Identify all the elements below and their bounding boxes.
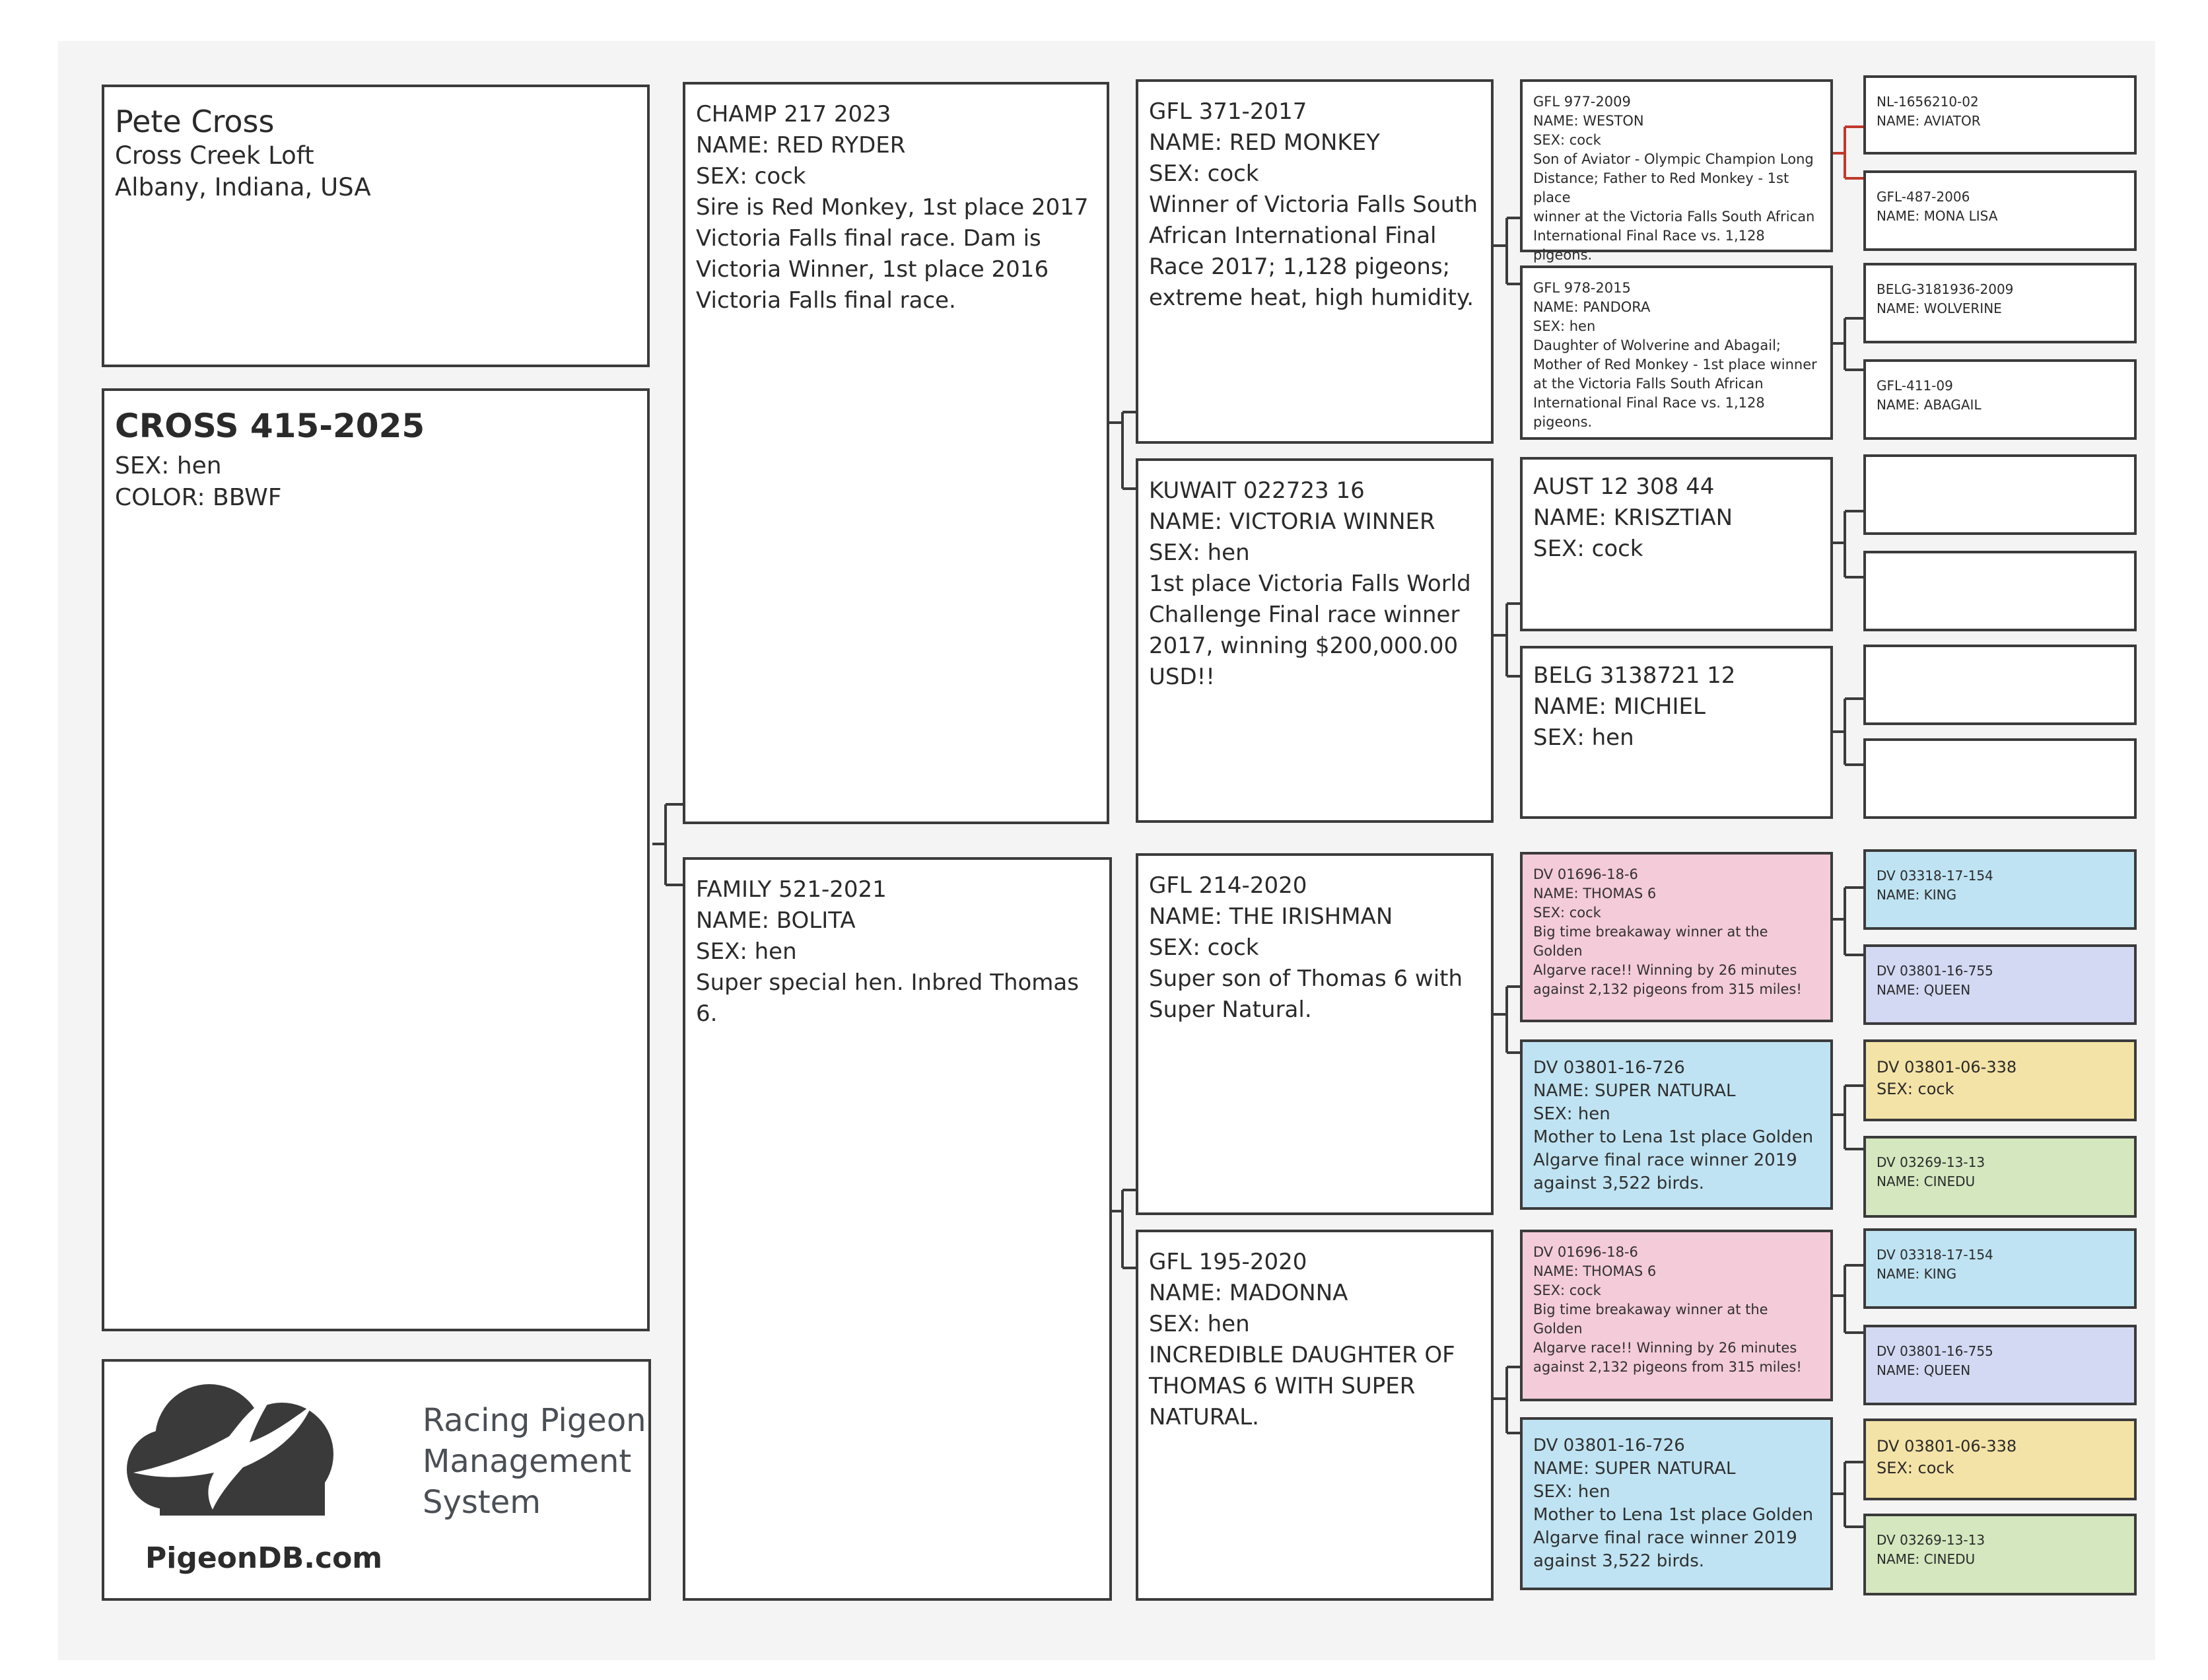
grandsire-paternal-box: [1136, 79, 1494, 444]
gen2-sex: SEX: cock: [1149, 160, 1259, 187]
gen3-box-6: [1520, 1039, 1833, 1210]
gen3-box-3: [1520, 457, 1833, 631]
connector-gen2-1: [1494, 218, 1520, 284]
gen4-box-1: [1863, 75, 2137, 155]
gen3-box-5: [1520, 852, 1833, 1022]
connector-gen2-2: [1494, 604, 1520, 676]
gen3-box-1: [1520, 79, 1833, 263]
connector-gen3-3: [1833, 511, 1863, 577]
logo-box: [102, 1359, 651, 1601]
gen4-box-6: [1863, 551, 2137, 631]
granddam-maternal-box: [1136, 1230, 1494, 1601]
connector-gen3-5: [1833, 888, 1863, 955]
gen3-text: DV 01696-18-6 NAME: THOMAS 6 SEX: cock Big time breakaway winner at the Golden Algarve race!! Winning by 26 minutes against 2,132 pigeons from 315 miles!: [1533, 866, 1802, 997]
connector-subject: [652, 804, 683, 885]
owner-location: Albany, Indiana, USA: [115, 173, 371, 201]
connector-gen3-7: [1833, 1265, 1863, 1333]
gen4-text: BELG-3181936-2009 NAME: WOLVERINE: [1877, 281, 2014, 316]
gen4-text: NL-1656210-02 NAME: AVIATOR: [1877, 94, 1981, 129]
logo-website: PigeonDB.com: [145, 1541, 383, 1575]
gen2-name: NAME: THE IRISHMAN: [1149, 903, 1393, 930]
gen4-box-10: [1863, 944, 2137, 1025]
sire-sex: SEX: cock: [696, 163, 806, 190]
gen4-text: GFL-487-2006 NAME: MONA LISA: [1877, 189, 1998, 224]
dam-band: FAMILY 521-2021: [696, 876, 887, 903]
gen3-text: GFL 978-2015 NAME: PANDORA SEX: hen Daughter of Wolverine and Abagail; Mother of Red Monkey - 1st place winner at the Victoria Falls South African International Final Race vs. 1,128 pigeons.: [1533, 280, 1817, 430]
gen2-notes: Winner of Victoria Falls South African International Final Race 2017; 1,128 pigeons; extreme heat, high humidity.: [1149, 192, 1478, 311]
gen4-box-8: [1863, 738, 2137, 819]
subject-bird-box: [102, 388, 650, 1331]
gen4-text: DV 03269-13-13 NAME: CINEDU: [1877, 1154, 1985, 1189]
sire-box: [683, 82, 1109, 824]
gen4-text: DV 03269-13-13 NAME: CINEDU: [1877, 1532, 1985, 1567]
gen3-text: DV 03801-16-726 NAME: SUPER NATURAL SEX: hen Mother to Lena 1st place Golden Algarve final race winner 2019 against 3,522 birds.: [1533, 1058, 1814, 1193]
gen4-text: DV 03801-16-755 NAME: QUEEN: [1877, 963, 1993, 998]
dam-sex: SEX: hen: [696, 938, 797, 965]
connector-gen2-4: [1494, 1367, 1520, 1433]
gen3-text: DV 03801-16-726 NAME: SUPER NATURAL SEX: hen Mother to Lena 1st place Golden Algarve final race winner 2019 against 3,522 birds.: [1533, 1436, 1814, 1571]
gen4-text: DV 03318-17-154 NAME: KING: [1877, 868, 1993, 903]
gen4-box-13: [1863, 1228, 2137, 1309]
owner-loft: Cross Creek Loft: [115, 141, 314, 170]
connector-gen3-6: [1833, 1086, 1863, 1149]
gen2-name: NAME: MADONNA: [1149, 1280, 1348, 1306]
grandsire-maternal-box: [1136, 853, 1494, 1215]
gen2-name: NAME: VICTORIA WINNER: [1149, 508, 1435, 535]
gen4-box-15: [1863, 1418, 2137, 1500]
gen4-box-3: [1863, 263, 2137, 343]
gen4-box-11: [1863, 1039, 2137, 1121]
granddam-paternal-box: [1136, 458, 1494, 823]
gen2-sex: SEX: hen: [1149, 540, 1250, 566]
gen2-notes: 1st place Victoria Falls World Challenge Final race winner 2017, winning $200,000.00 USD!!: [1149, 571, 1471, 690]
owner-name: Pete Cross: [115, 104, 275, 139]
gen3-text: AUST 12 308 44 NAME: KRISZTIAN SEX: cock: [1533, 473, 1733, 562]
gen2-band: GFL 371-2017: [1149, 98, 1307, 125]
gen2-sex: SEX: cock: [1149, 934, 1259, 961]
dam-name: NAME: BOLITA: [696, 907, 856, 934]
owner-info-box: [102, 85, 650, 367]
gen3-text: BELG 3138721 12 NAME: MICHIEL SEX: hen: [1533, 662, 1736, 751]
logo-line-2: Management: [423, 1443, 632, 1480]
gen3-box-4: [1520, 646, 1833, 819]
sire-band: CHAMP 217 2023: [696, 101, 891, 127]
gen2-band: GFL 214-2020: [1149, 872, 1307, 899]
connector-dam: [1109, 1190, 1136, 1268]
gen2-name: NAME: RED MONKEY: [1149, 129, 1380, 156]
gen2-sex: SEX: hen: [1149, 1311, 1250, 1337]
gen3-text: GFL 977-2009 NAME: WESTON SEX: cock Son of Aviator - Olympic Champion Long Distance; Father to Red Monkey - 1st place winner at the Victoria Falls South African International Final Race vs. 1,128 pigeons.: [1533, 94, 1815, 263]
connector-gen3-4: [1833, 699, 1863, 765]
subject-color: COLOR: BBWF: [115, 484, 282, 511]
gen3-text: DV 01696-18-6 NAME: THOMAS 6 SEX: cock Big time breakaway winner at the Golden Algarve race!! Winning by 26 minutes against 2,132 pigeons from 315 miles!: [1533, 1244, 1802, 1375]
gen4-text: DV 03801-16-755 NAME: QUEEN: [1877, 1343, 1993, 1378]
connector-gen2-3: [1494, 987, 1520, 1053]
gen4-box-14: [1863, 1325, 2137, 1405]
connector-gen3-2: [1833, 318, 1863, 370]
connector-gen3-1: [1833, 127, 1863, 178]
sire-name: NAME: RED RYDER: [696, 132, 906, 158]
gen2-band: KUWAIT 022723 16: [1149, 477, 1365, 504]
gen2-notes: Super son of Thomas 6 with Super Natural.: [1149, 965, 1463, 1023]
dam-box: [683, 857, 1112, 1601]
gen3-box-8: [1520, 1417, 1833, 1590]
gen4-box-4: [1863, 359, 2137, 440]
pigeon-cloud-logo-icon: [114, 1374, 364, 1519]
gen3-box-2: [1520, 265, 1833, 440]
connector-sire: [1109, 412, 1136, 489]
gen3-box-7: [1520, 1230, 1833, 1401]
connector-gen3-8: [1833, 1462, 1863, 1527]
gen4-text: DV 03318-17-154 NAME: KING: [1877, 1247, 1993, 1282]
gen2-band: GFL 195-2020: [1149, 1249, 1307, 1275]
dam-notes: Super special hen. Inbred Thomas 6.: [696, 969, 1086, 1027]
logo-line-3: System: [423, 1484, 541, 1521]
gen4-box-9: [1863, 849, 2137, 930]
logo-title: [423, 1400, 646, 1523]
gen4-text: DV 03801-06-338 SEX: cock: [1877, 1058, 2017, 1098]
gen4-box-7: [1863, 645, 2137, 725]
gen4-box-12: [1863, 1136, 2137, 1218]
gen4-box-16: [1863, 1514, 2137, 1595]
subject-sex: SEX: hen: [115, 452, 222, 479]
subject-band: CROSS 415-2025: [115, 407, 425, 445]
sire-notes: Sire is Red Monkey, 1st place 2017 Victoria Falls final race. Dam is Victoria Winner, 1st place 2016 Victoria Falls final race.: [696, 194, 1089, 314]
gen4-box-2: [1863, 170, 2137, 251]
gen4-text: DV 03801-06-338 SEX: cock: [1877, 1437, 2017, 1477]
gen4-box-5: [1863, 454, 2137, 535]
gen2-notes: INCREDIBLE DAUGHTER OF THOMAS 6 WITH SUPER NATURAL.: [1149, 1342, 1455, 1430]
logo-line-1: Racing Pigeon: [423, 1402, 646, 1439]
gen4-text: GFL-411-09 NAME: ABAGAIL: [1877, 378, 1982, 413]
